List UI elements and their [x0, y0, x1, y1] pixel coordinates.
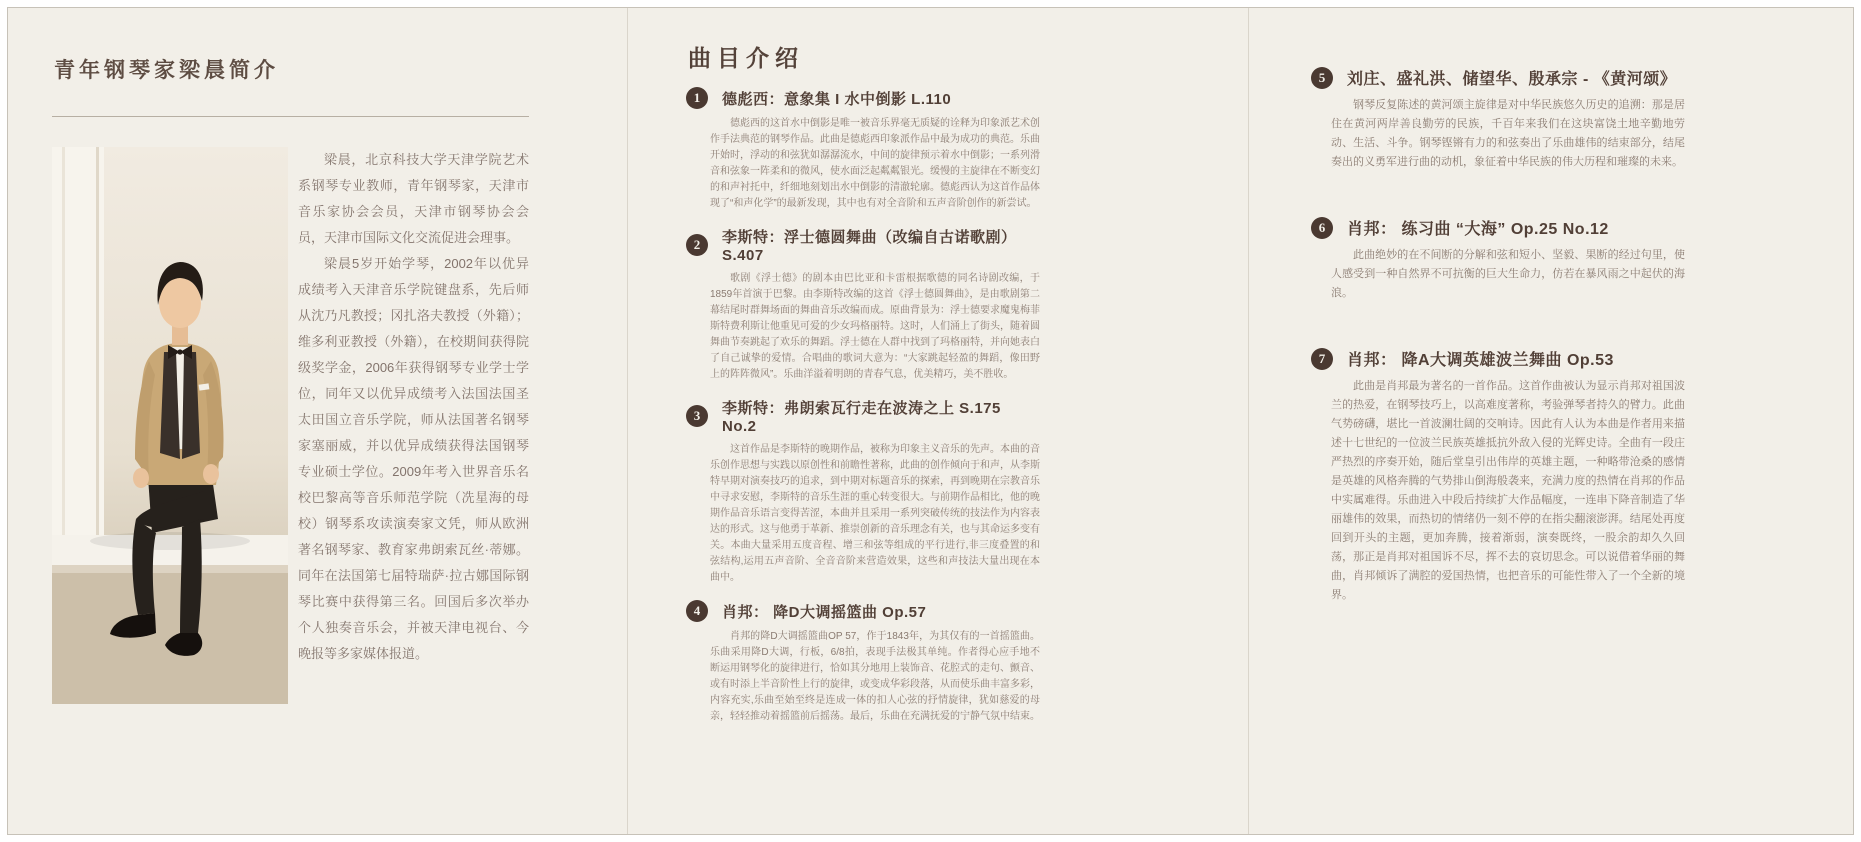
- item-title: 德彪西：意象集 I 水中倒影 L.110: [722, 90, 952, 108]
- item-header: [686, 397, 1040, 435]
- panel-bio: [8, 8, 628, 834]
- program-item-5: [1311, 66, 1685, 172]
- pianist-photo: [52, 147, 288, 704]
- program-item-3: [686, 397, 1040, 586]
- item-number-badge: 4: [686, 600, 708, 622]
- item-description: 此曲绝妙的在不间断的分解和弦和短小、坚毅、果断的经过句里，使人感受到一种自然界不可抗衡的巨大生命力，仿若在暴风雨之中起伏的海浪。: [1331, 249, 1685, 299]
- program-item-4: [686, 600, 1040, 725]
- program-item-1: [686, 87, 1040, 212]
- item-header: [1311, 216, 1685, 239]
- item-description: 这首作品是李斯特的晚期作品，被称为印象主义音乐的先声。本曲的音乐创作思想与实践以原创性和前瞻性著称，此曲的创作倾向于和声，从李斯特早期对演奏技巧的追求，到中期对标题音乐的探索，再到晚期在宗教音乐中寻求安慰，李斯特的音乐生涯的重心转变很大。与前期作品相比，他的晚期作品音乐语言变得苦涩，本曲并且采用一系列突破传统的技法作为内容表达的形式。这与他勇于革新、推崇创新的音乐理念有关，也与其命运多变有关。本曲大量采用五度音程、增三和弦等组成的平行进行,非三度叠置的和弦结构,运用五声音阶、全音音阶来营造效果，这些和声技法大量出现在本曲中。: [710, 444, 1040, 583]
- item-header: [686, 87, 1040, 109]
- bio-content: [52, 147, 529, 704]
- item-description: 此曲是肖邦最为著名的一首作品。这首作曲被认为显示肖邦对祖国波兰的热爱，在钢琴技巧上，以高难度著称，考验弹琴者持久的臂力。此曲气势磅礴，堪比一首波澜壮阔的交响诗。因此有人认为本曲是作者用来描述十七世纪的一位波兰民族英雄抵抗外敌入侵的光辉史诗。全曲有一段庄严热烈的序奏开始，随后堂皇引出伟岸的英雄主题，一种略带沧桑的感情是英雄的风格奔腾的气势排山倒海般袭来，充满力度的热情在肖邦的作品中实属难得。乐曲进入中段后持续扩大作品幅度，一连串下降音制造了华丽雄伟的效果，而热切的情绪仍一刻不停的在指尖翻滚澎湃。结尾处再度回到开头的主题，更加奔腾，接着渐弱，演奏既终，一股余韵却久久回荡，那正是肖邦对祖国诉不尽，挥不去的哀切思念。可以说借着华丽的舞曲，肖邦倾诉了满腔的爱国热情，也把音乐的可能性带入了一个全新的境界。: [1331, 380, 1685, 601]
- program-item-7: [1311, 347, 1685, 605]
- panel-program-2: [1249, 8, 1853, 834]
- item-description: 德彪西的这首水中倒影是唯一被音乐界毫无质疑的诠释为印象派艺术创作手法典范的钢琴作品。此曲是德彪西印象派作品中最为成功的典范。乐曲开始时，浮动的和弦犹如潺潺流水，中间的旋律预示着水中倒影；一系列滑音和弦象一阵柔和的微风，使水面泛起粼粼银光。缓慢的主旋律在不断变幻的和声衬托中，纤细地刻划出水中倒影的清澈轮廓。德彪西认为这首作品体现了“和声化学”的最新发现，其中也有对全音阶和五声音阶创作的新尝试。: [710, 118, 1040, 209]
- item-description: 肖邦的降D大调摇篮曲OP 57，作于1843年，为其仅有的一首摇篮曲。乐曲采用降D大调，行板，6/8拍，表现手法极其单纯。作者得心应手地不断运用钢琴化的旋律进行，恰如其分地用上装饰音、花腔式的走句、颤音、或有时添上半音阶性上行的旋律，或变成华彩段落，从而使乐曲丰富多彩，内容充实,乐曲至始至终是连成一体的扣人心弦的抒情旋律，犹如慈爱的母亲，轻轻推动着摇篮前后摇荡。最后，乐曲在充满抚爱的宁静气氛中结束。: [710, 631, 1040, 722]
- item-description: 钢琴反复陈述的黄河颂主旋律是对中华民族悠久历史的追溯：那是居住在黄河两岸善良勤劳的民族，千百年来我们在这块富饶土地辛勤地劳动、生活、斗争。钢琴铿锵有力的和弦奏出了乐曲雄伟的结束部分，结尾奏出的义勇军进行曲的动机，象征着中华民族的伟大历程和璀璨的未来。: [1331, 99, 1685, 168]
- title-divider: [52, 116, 529, 117]
- item-number-badge: 1: [686, 87, 708, 109]
- item-description: 歌剧《浮士德》的剧本由巴比亚和卡雷根据歌德的同名诗剧改编，于1859年首演于巴黎。由李斯特改编的这首《浮士德圆舞曲》，是由歌剧第二幕结尾时群舞场面的舞曲音乐改编而成。原曲背景为：浮士德要求魔鬼梅菲斯特费利斯让他重见可爱的少女玛格丽特。这时，人们涌上了街头，随着圆舞曲节奏跳起了欢乐的舞蹈。浮士德在人群中找到了玛格丽特，并向她表白了自己诚挚的爱情。合唱曲的歌词大意为：“大家跳起轻盈的舞蹈，像田野上的阵阵微风”。乐曲洋溢着明朗的青春气息，优美精巧，美不胜收。: [710, 273, 1040, 380]
- item-header: [686, 600, 1040, 622]
- item-title: 肖邦： 练习曲 “大海” Op.25 No.12: [1347, 221, 1609, 238]
- item-title: 肖邦： 降A大调英雄波兰舞曲 Op.53: [1347, 352, 1614, 369]
- item-title: 李斯特：浮士德圆舞曲（改编自古诺歌剧） S.407: [722, 229, 1017, 264]
- program-item-2: [686, 226, 1040, 383]
- item-title: 肖邦： 降D大调摇篮曲 Op.57: [722, 603, 927, 621]
- item-number-badge: 6: [1311, 217, 1333, 239]
- bio-paragraph-2: 梁晨5岁开始学琴，2002年以优异成绩考入天津音乐学院键盘系，先后师从沈乃凡教授；冈扎洛夫教授（外籍）；维多利亚教授（外籍），在校期间获得院级奖学金，2006年获得钢琴专业学士学位，同年又以优异成绩考入法国法国圣太田国立音乐学院，师从法国著名钢琴家塞丽威，并以优异成绩获得法国钢琴专业硕士学位。2009年考入世界音乐名校巴黎高等音乐师范学院（冼星海的母校）钢琴系攻读演奏家文凭，师从欧洲著名钢琴家、教育家弗朗索瓦丝·蒂娜。同年在法国第七届特瑞萨·拉古娜国际钢琴比赛中获得第三名。回国后多次举办个人独奏音乐会，并被天津电视台、今晚报等多家媒体报道。: [298, 256, 529, 661]
- item-title: 李斯特：弗朗索瓦行走在波涛之上 S.175 No.2: [722, 400, 1001, 435]
- panel-program-1: [628, 8, 1249, 834]
- brochure-page: [7, 7, 1854, 835]
- item-header: [686, 226, 1040, 264]
- item-header: [1311, 66, 1685, 89]
- item-number-badge: 7: [1311, 348, 1333, 370]
- item-number-badge: 2: [686, 234, 708, 256]
- pianist-portrait-illustration: [52, 147, 288, 704]
- item-header: [1311, 347, 1685, 370]
- bio-paragraph-1: 梁晨，北京科技大学天津学院艺术系钢琴专业教师，青年钢琴家，天津市音乐家协会会员，天津市钢琴协会会员，天津市国际文化交流促进会理事。: [298, 152, 529, 245]
- program-title: 曲目介绍: [688, 46, 804, 71]
- item-number-badge: 3: [686, 405, 708, 427]
- item-title: 刘庄、盛礼洪、储望华、殷承宗 - 《黄河颂》: [1347, 71, 1677, 88]
- program-item-6: [1311, 216, 1685, 303]
- bio-text: [288, 147, 529, 704]
- item-number-badge: 5: [1311, 67, 1333, 89]
- bio-title: 青年钢琴家梁晨简介: [54, 58, 279, 82]
